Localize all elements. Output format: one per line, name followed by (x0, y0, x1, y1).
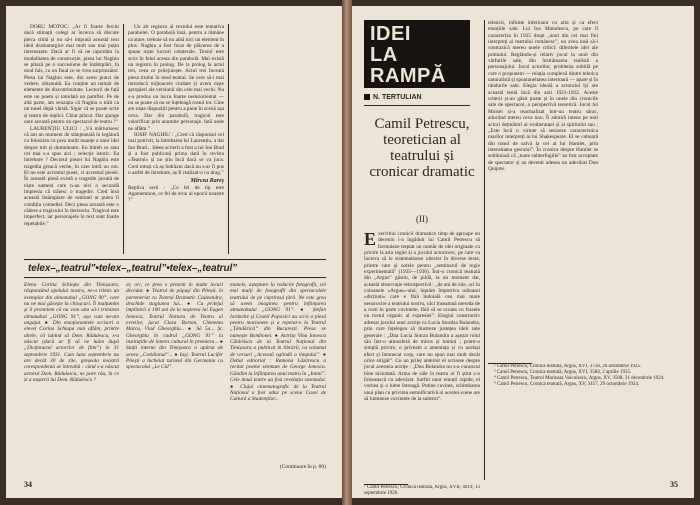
speaker-paragraph: DORU MOTOC: „Ar fi foarte ferciti dacă stimații colegi ar încerca să discute pieca citită și nu să-i impună această text ideii dramaturgice mai mult sau mai puțin interesante. Dacă ar fi să ne raportăm la modalitatea de construcție, piesa lui Naghiu se pliază pe o succesiune de întâmplări, în mod fals, cu un final ce se vrea surprinzător. Piesa lui Naghiu este, din acest punct de vedere, obișnuită. Ea conține un număr de elemente de discontinuitate. Lectorii de față este un poem și totodată un pamflet. Pe de altă parte, am senzația că Naghiu a trăit ca un tunel după vârstă. Sigur că se poate scrie și teatru de replici. Chiar plăcut. Dar ajunge oare această pentru un spectacol de teatru ?” (24, 24, 119, 126)
author-line (364, 92, 470, 103)
telex-paragraph: manele, așteptare la redactie fotografii, cei mai mulți de fotografii din spectacolele teatrului de pe cuprinsul țării. Ne este greu să avem imaginea pentru înființarea almanahului „GONG 91”. ● Ștefan Iordache și Costel Popovici au scris o piesă pentru marionete și a repetat-o la Teatrul „Țăndărică” din București. Piesa se numește Bombonel. ● Actrița Vina Ionescu Cătărăscu de la Teatrul Național din Timișoara a publicat în librării, cu volumul de versuri „Această oglindă a timpului”. ● Debut editorial : Ramona Lăzărescu a recitat poeme semnate de George Ionescu. Gândim la înființarea unui teatru în „Inimi”. Cele două teatre au fost revelația sezonului. ● Clujul cinematografic de la Teatrul Național a fost adus pe scena Casei de Cultură a Studenților... (230, 282, 326, 403)
section-header-line: IDEI (370, 23, 411, 45)
footnote: ⁴ Camil Petrescu, Teatrul Marioara Voiculescu, Argus, XV, 3508, 31 decembrie 1924. (494, 376, 665, 381)
continuation-note: (Continuare în p. 80) (279, 464, 326, 470)
section-header-line: LA (370, 44, 398, 66)
column-divider (484, 20, 485, 480)
telex-column-1 (24, 282, 119, 472)
article-title: Camil Petrescu, teoretician al teatrului și cronicar dramatic (369, 116, 475, 180)
article-text: xercitiul cronicii dramatice timp de aproape un deceniu i-a îngăduit lui Camil Petrescu să formuleze treptat un număr de idei originale cu privire la arta regiei și a jocului actoricesc, pe care va încerca să le sistematizeze ulterior în diverse texte, printre care și notele pentru „seminarul de regie experimentală” (1935—1936). Într-o cronică teatrală din „Argus” găsim, de pildă, la un moment dat, această observație retrospectivă : „de ani de zile, aci în coloanele «Argus»-ului, luptăm împotriva odioasei «dicțiuni» care e fără îndoială cea mai mare nenorocire a teatrului nostru, căci înseamnă metoda de a rosti în parte cuvintele, fără să se scoata cu frazele un rostul organic al expresiei”. Elogiul constructiv adresat jocului unei actrițe ca Lucia Sturdza Bulandra, prin care înțelegea să ilustreze justețea ideii sale generale : „Dna Lucia Sturza Bulandra a așezat rolul său într-o atmosferă de miros și lumini ; printr-o simplă privire, o priveam a amenința și cu același efect și întunecat corp, care nu spun mai mult decât orice strigăt”. Cu un prilej anterior el scrisese despre jocul acesteia actrițe : „Dna Bulandra nu s-a cunoscut bine niciodată. Arma de sâle în teatru ar fi știut s-o folosească cu adevărat. Surful unor emoții rapide, el vorbea și o lume întreagă. Putine cuvinte, schimbarea unui plan cu privirea semnificativă al acestei scene are să lumineze cuvintele de la subtext”. (364, 231, 480, 402)
speaker-paragraph: LAURENȚIU ULICI : „Vă mărturisesc că am un moment de stânjeneală în legătură cu folosirea cu prea mulți nuanțe a unor idei despre mit și domnitoare. Eu întreb ce stau cei mai s-a spus aici ; selecție istoric. Ea întrebare ? Decorul piesei lui Naghiu este tragedia greacă veche, în care intră un om. El nu este accentul pusei, ci accentul piesei. În această piesă există o tragedie juruită de niște oameni care n-au nici o secundă impresia că trăiesc o tragedie. Cred însă această întâmplare de sentinel ar putea fi condiția comediei. Deci piesa această este o cădere a tragicului în derizoriu. Tragicul este imperfect, iar personajele în text sunt foarte repetabile.” (24, 125, 119, 227)
footnote: ⁵ Camil Petrescu, Cronica teatrală, Argus, XV, 3457, 29 octombrie 1924. (494, 382, 640, 387)
right-page (352, 6, 694, 498)
telex-paragraph: ar, ori, ce prea e prezent în multe locuri decedat. ● Teatrul de păpuși din Pitești, în parteneriat cu Teatrul Dramatic Ciuleandra, deschide stagiunea lui... ● Cu prilejul împlinirii a 100 ani de la nașterea lui Eugen Ionescu, Teatrul Nottara de Teatru al evreilor, jucat Clara Bortan, Clementa Marcu, Vlad Gheorghiu... ● Să 5a... Șt. Gheorghiu în cadrul „GONG 91” la instituțiile de interes cultural în premiera... ● Stații interne din Timișoara a apărut de aceea „Cotidianul”... ● Iași. Teatrul Lucifer Pitești a încheiat turneul din Germania cu spectacolul „Le Cid”. (126, 282, 223, 371)
column-1 (24, 24, 119, 256)
telex-column-3 (230, 282, 326, 460)
section-header (364, 20, 470, 88)
telex-banner: telex–„teatrul”•telex–„teatrul”•telex–„teatrul” (28, 263, 238, 274)
square-bullet-icon (364, 94, 370, 100)
column-divider (228, 24, 229, 254)
banner-bottom-rule (24, 277, 326, 278)
footnote: ² Camil Petrescu, Cronica teatrală, Argus, XVI, 3758, 26 octombrie 1925. (494, 364, 642, 369)
spine-gutter (342, 0, 352, 505)
author-rule (364, 105, 470, 106)
section-header-line: RAMPĂ (370, 65, 446, 87)
column-2 (128, 24, 224, 256)
speaker-paragraph: IOSIF NAGHIU : „Cred că răspunsul cel mai potrivit, la întrebarea lui Laurențiu, a dat Ion Brad... Ideea scrierii a fost a lui Ion Brad și a fost publicată prima dată în revista «Teatrul» și nu știu încă dacă se va juca. Cred totuși că aș îndrăzni dacă nu s-ar fi pus o astfel de întrebare, aș fi realizat-o cu drag.” (128, 131, 224, 176)
footnote-1: ¹ Camil Petrescu, Cronica teatrală, Argus, XVII, 4019, 13 septembrie 1926. (364, 485, 480, 496)
replica-line: Replica serii : „Ce fel de tip este Agamemnon, ce fel de erou al epocii noastre ?” (128, 184, 224, 204)
article-paragraph (364, 231, 480, 402)
paragraph: Un alt registru al textului este tentativa parabolei. O parabolă însă, pentru a rămâne ca atare, trebuie să nu aibă nici un element în plus. Naghiu a fost furat de plăcerea de a spune niște lucruri colaterale. Textul este scris în felul acesta din parabolă. Mai există un registru în prolog. De la prolog la actul trei, ceea ce prilejuiește. Actul trei înceată piesa tirului în mod teatral. Se cere să-i mai introducă mijloacele ciudate și avem niște apropieri ale versiunii din cele mai vechi. Nu s-a produs un lucru foarte nedezorientat — nu se poate să nu se înțeleagă rostul lor. Cine are niște dispoziții pentru a pune în scenă așa ceva. Dar din parabolă, tragicul este valorificat prin anumite personaje. Iată unde ne aflăm.” (128, 24, 224, 132)
article-paragraph: tehnicii, infinite inferioara cu arta și ca efect emoțiile sale. Lui Ion Manolescu, pe care îl caracteriza în 1925 drept „unul din cei mai fini interpreți ai teatrului românesc”, nu avea insă să-i contrazică mereu unele critici: diferitele idei ale primului. Reglându-și relativ jocul la unul din vârfurile sale, din înstrăinarea realistă a personajului. Jocul actorilor, problema subtilă pe care o propunem — relația complexă dintre tehnica naturalistă și spontaneitatea interioară — apare și în rândurile sale. Elegia ideală a actorului își are această temă încă din anii 1921-1922. Aceste criterii și-au găsit poate și în unele din cronicile sale de spectacol, o perspectivă teoretică. Jocul lui Moisei și-a reactualizat într-un teatru sărac, aducând mereu ceva nou. Îi admiră intens pe unii actori deținători ai exuberanței și ai spiritului sau : „Este încă o virtute să sesizeze caracteristica marilor interpreți ai lui Shakespeare. El se coboară din tonul de salvă la cel al lui Hamlet, prin intensitatea gestului”. În cronica despre Hamlet se subliniază că „toate subterfugiile” au fost acceptate de spectator și au devenit adesea un adevărat Don Quijote. (488, 20, 598, 172)
footnotes-block (488, 364, 680, 424)
drop-cap: E (364, 231, 377, 249)
telex-paragraph: Elena Corina Schiopu din Timișoara, răspunzând apelului nostru, ne-a trimis un exemplar din almanahul „GONG 90”, care nu ne mai găsește la chioșcuri. Îi mulțumim și îi promitem că nu vom uita să-i trimitem almanahul „GONG 91”, așa cum ne-am angajat. ● Din emoționantele scrisori a elevei Corina Schiopu mai aflăm, printre altele, că iubind să Dem. Rădulescu, s-a născut (dacă ar fi să ne luăm după „Dicționarul actorilor de film”) la 31 septembrie 1931. Cum luna septembrie nu are decât 30 de zile, greșeala noastră corespondentă se întreabă : când s-a născut actorul Dem. Rădulescu, ne pare rău, în ce zi a nașterii lui Dem. Rădulescu ? (24, 282, 119, 384)
article-column-right (488, 20, 598, 356)
article-part: (II) (416, 214, 428, 224)
author-name: N. TERTULIAN (373, 94, 422, 101)
signature: Mircea Rareș (190, 178, 224, 185)
telex-column-2 (126, 282, 223, 472)
page-number: 35 (670, 480, 678, 489)
left-page (6, 6, 342, 498)
column-divider (123, 24, 124, 254)
page-number: 34 (24, 480, 32, 489)
footnote: ³ Camil Petrescu, Cronica teatrală, Argus, XVI, 3584, 2 aprilie 1925. (494, 370, 632, 375)
article-column-right-b (602, 20, 682, 356)
article-column-main (364, 231, 480, 479)
column-2b (232, 24, 326, 256)
banner-top-rule (24, 259, 326, 260)
